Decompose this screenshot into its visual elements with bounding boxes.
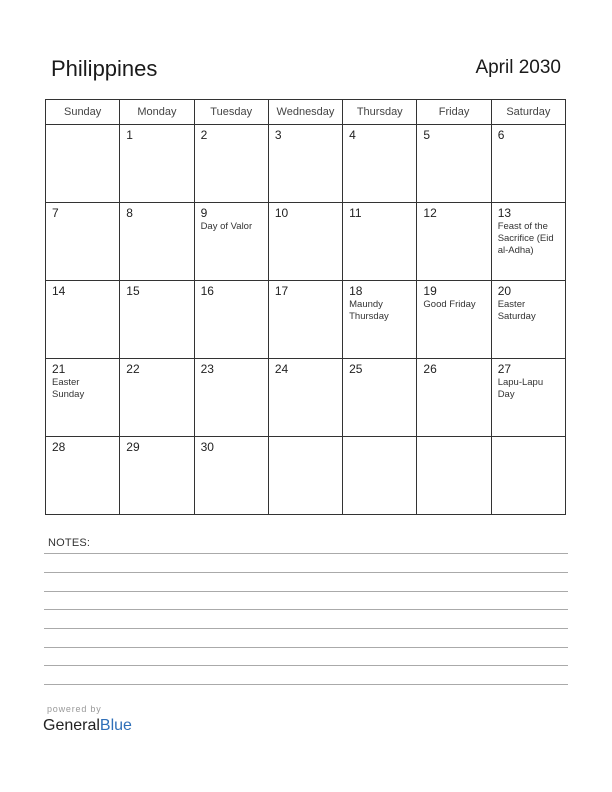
holiday-label: Day of Valor <box>200 221 253 232</box>
note-line <box>44 628 568 629</box>
day-cell <box>417 437 491 515</box>
brand-name-part1: General <box>43 717 100 734</box>
weekday-header-row <box>46 100 566 125</box>
day-number: 21 <box>52 362 66 376</box>
day-cell <box>491 125 565 203</box>
note-line <box>44 647 568 648</box>
day-cell <box>194 203 268 281</box>
day-number: 25 <box>349 362 363 376</box>
day-cell <box>491 203 565 281</box>
day-number: 11 <box>349 206 362 220</box>
day-number: 16 <box>200 284 214 298</box>
holiday-label: Maundy Thursday <box>349 299 389 322</box>
day-cell <box>120 359 194 437</box>
day-number: 20 <box>497 284 512 298</box>
day-number: 4 <box>349 128 356 142</box>
day-number: 14 <box>52 284 66 298</box>
weekday-header: Thursday <box>343 100 417 125</box>
week-row <box>46 437 566 515</box>
brand-logo <box>43 717 132 735</box>
week-row <box>46 359 566 437</box>
week-row <box>46 281 566 359</box>
day-cell <box>120 281 194 359</box>
holiday-label: Easter Sunday <box>52 377 85 400</box>
day-cell <box>491 437 565 515</box>
day-cell <box>120 437 194 515</box>
day-number: 8 <box>126 206 133 220</box>
day-number: 12 <box>423 206 437 220</box>
day-cell <box>268 359 342 437</box>
day-cell <box>46 203 120 281</box>
day-number: 6 <box>497 128 505 142</box>
day-cell <box>194 359 268 437</box>
day-number: 2 <box>200 128 208 142</box>
day-number: 18 <box>349 284 363 298</box>
day-cell <box>343 125 417 203</box>
note-line <box>44 591 568 592</box>
day-number: 5 <box>423 128 431 142</box>
weekday-header: Sunday <box>46 100 120 125</box>
day-number: 15 <box>126 284 140 298</box>
weekday-header: Friday <box>417 100 491 125</box>
country-title: Philippines <box>51 56 158 81</box>
day-number: 30 <box>200 440 214 454</box>
day-number: 19 <box>423 284 437 298</box>
day-number: 24 <box>274 362 289 376</box>
weekday-header: Tuesday <box>194 100 268 125</box>
week-row <box>46 203 566 281</box>
day-cell <box>343 203 417 281</box>
brand-name-part2: Blue <box>99 717 132 734</box>
note-line <box>44 665 568 666</box>
day-cell <box>120 125 194 203</box>
day-cell <box>343 437 417 515</box>
day-cell <box>491 359 565 437</box>
day-cell <box>417 281 491 359</box>
day-number: 22 <box>126 362 140 376</box>
day-cell <box>343 281 417 359</box>
day-number: 29 <box>126 440 140 454</box>
day-number: 28 <box>52 440 66 454</box>
holiday-label: Easter Saturday <box>497 299 536 322</box>
powered-by-text: powered by <box>47 704 102 714</box>
day-number: 17 <box>274 284 289 298</box>
holiday-label: Lapu-Lapu Day <box>497 377 544 400</box>
day-cell <box>120 203 194 281</box>
day-number: 7 <box>52 206 59 220</box>
day-cell <box>343 359 417 437</box>
note-line <box>44 609 568 610</box>
day-cell <box>46 359 120 437</box>
day-cell <box>194 125 268 203</box>
day-cell <box>268 437 342 515</box>
day-number: 3 <box>274 128 282 142</box>
calendar-grid <box>45 99 566 515</box>
day-cell <box>417 203 491 281</box>
day-cell <box>417 125 491 203</box>
day-number: 26 <box>423 362 437 376</box>
day-cell <box>46 125 120 203</box>
day-number: 13 <box>497 206 512 220</box>
week-row <box>46 125 566 203</box>
holiday-label: Feast of the Sacrifice (Eid al-Adha) <box>497 221 554 256</box>
weekday-header: Monday <box>120 100 194 125</box>
day-cell <box>46 281 120 359</box>
notes-label: NOTES: <box>48 537 91 549</box>
day-cell <box>46 437 120 515</box>
note-line <box>44 572 568 573</box>
day-cell <box>417 359 491 437</box>
month-title: April 2030 <box>475 57 561 78</box>
day-cell <box>268 203 342 281</box>
day-number: 1 <box>126 128 133 142</box>
note-line <box>44 684 568 685</box>
weekday-header: Saturday <box>491 100 565 125</box>
note-line <box>44 553 568 554</box>
holiday-label: Good Friday <box>423 299 476 310</box>
day-number: 27 <box>497 362 512 376</box>
day-cell <box>194 437 268 515</box>
day-number: 10 <box>274 206 289 220</box>
day-cell <box>194 281 268 359</box>
day-number: 9 <box>200 206 208 220</box>
day-cell <box>268 125 342 203</box>
day-cell <box>268 281 342 359</box>
day-cell <box>491 281 565 359</box>
weekday-header: Wednesday <box>268 100 342 125</box>
day-number: 23 <box>200 362 214 376</box>
